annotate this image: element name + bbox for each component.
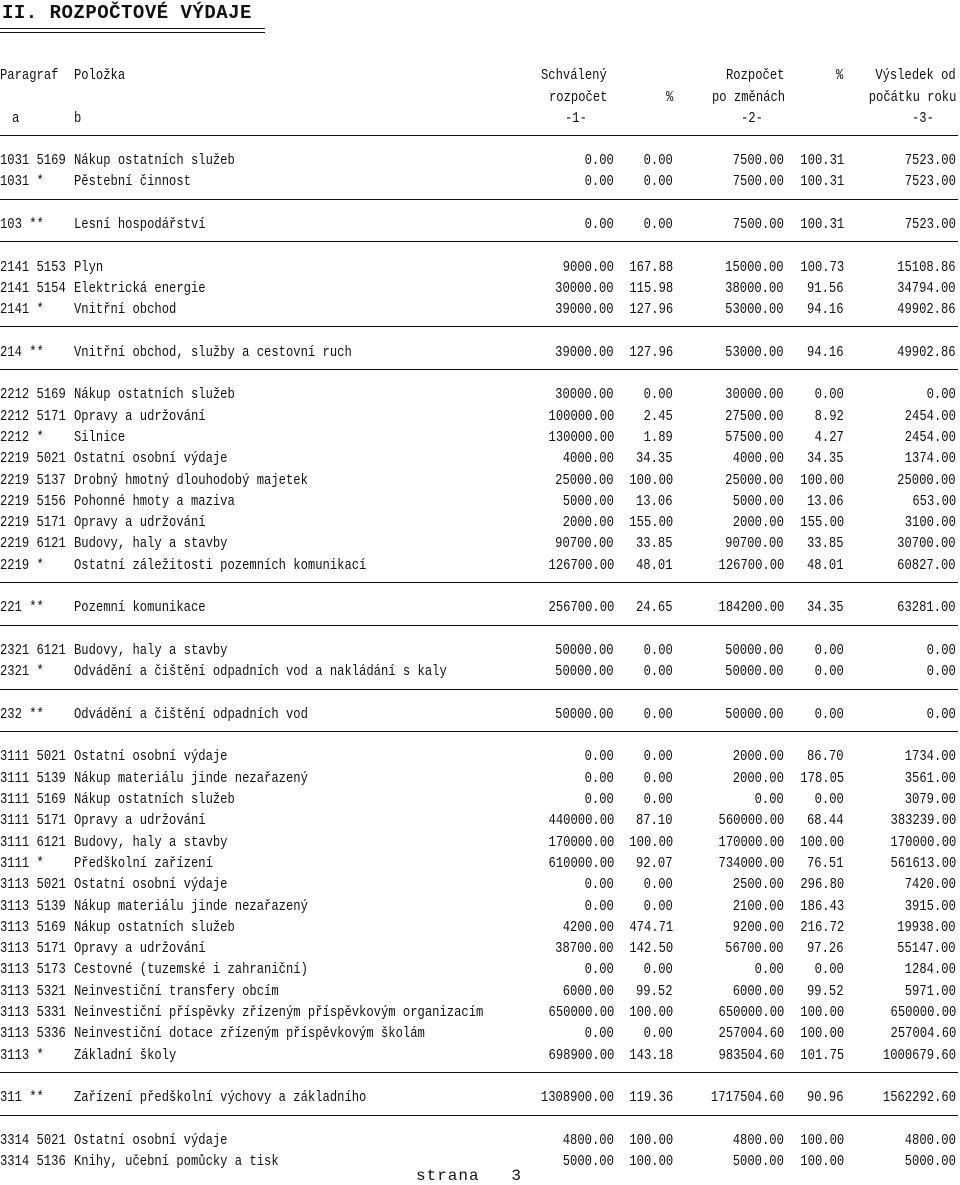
header-b: b (74, 111, 82, 127)
header-pct-1: % (666, 90, 674, 106)
cell-v3: 0.00 (926, 642, 956, 659)
cell-v2: 50000.00 (725, 642, 784, 659)
header-pct: % (836, 68, 844, 84)
cell-v1: 0.00 (584, 962, 614, 979)
cell-v3: 7523.00 (904, 153, 956, 169)
cell-p2: 216.72 (800, 919, 844, 936)
cell-v2: 57500.00 (725, 429, 784, 446)
cell-p2: 101.75 (800, 1047, 844, 1064)
cell-code: 214 ** (0, 344, 44, 361)
cell-v3: 7523.00 (904, 174, 956, 191)
cell-name: Plyn (74, 259, 104, 276)
cell-name: Nákup ostatních služeb (74, 792, 235, 808)
cell-v3: 30700.00 (897, 536, 956, 553)
cell-p2: 8.92 (814, 408, 844, 425)
cell-p2: 0.00 (814, 642, 844, 659)
cell-code: 3113 5139 (0, 898, 66, 915)
cell-code: 2212 5169 (0, 387, 66, 404)
cell-p2: 186.43 (800, 898, 844, 915)
cell-code: 3113 5331 (0, 1005, 66, 1021)
cell-code: 3113 5321 (0, 983, 66, 1000)
cell-v1: 39000.00 (555, 344, 614, 361)
cell-name: Budovy, haly a stavby (74, 536, 228, 553)
cell-v2: 0.00 (754, 792, 784, 808)
cell-p2: 100.00 (800, 1154, 844, 1171)
cell-v3: 650000.00 (890, 1005, 956, 1021)
cell-p1: 115.98 (629, 280, 673, 297)
cell-v1: 130000.00 (548, 429, 614, 446)
cell-p2: 68.44 (807, 813, 844, 830)
cell-p1: 48.01 (636, 557, 673, 574)
cell-name: Odvádění a čištění odpadních vod (74, 706, 308, 723)
cell-v3: 0.00 (926, 664, 956, 681)
cell-p2: 0.00 (814, 792, 844, 808)
cell-v1: 6000.00 (562, 983, 614, 1000)
cell-name: Odvádění a čištění odpadních vod a nakládání s kaly (74, 664, 447, 681)
cell-p2: 34.35 (807, 451, 844, 468)
cell-v2: 1717504.60 (710, 1090, 784, 1107)
cell-v1: 5000.00 (562, 493, 614, 510)
cell-v2: 983504.60 (718, 1047, 784, 1064)
cell-code: 1031 * (0, 174, 44, 191)
cell-v3: 7523.00 (904, 216, 956, 233)
cell-p2: 94.16 (807, 344, 844, 361)
cell-v1: 0.00 (584, 898, 614, 915)
cell-v3: 3561.00 (904, 770, 956, 787)
cell-p2: 91.56 (807, 280, 844, 297)
cell-v1: 2000.00 (562, 515, 614, 532)
cell-v3: 7420.00 (904, 877, 956, 894)
cell-p2: 34.35 (807, 600, 844, 617)
cell-v1: 1308900.00 (540, 1090, 614, 1107)
cell-v3: 383239.00 (890, 813, 956, 830)
cell-v1: 5000.00 (562, 1154, 614, 1171)
cell-v3: 653.00 (912, 493, 956, 510)
cell-p1: 0.00 (643, 642, 673, 659)
cell-name: Opravy a udržování (74, 515, 206, 532)
cell-p1: 0.00 (643, 153, 673, 169)
cell-v3: 49902.86 (897, 302, 956, 319)
cell-p2: 100.00 (800, 1132, 844, 1149)
title-underline (0, 32, 265, 33)
cell-p2: 155.00 (800, 515, 844, 532)
cell-v2: 2100.00 (732, 898, 784, 915)
cell-p1: 0.00 (643, 749, 673, 766)
cell-p1: 33.85 (636, 536, 673, 553)
cell-code: 3113 5021 (0, 877, 66, 894)
cell-v2: 126700.00 (718, 557, 784, 574)
cell-name: Neinvestiční příspěvky zřízeným příspěvkovým organizacím (74, 1005, 484, 1021)
cell-p2: 13.06 (807, 493, 844, 510)
cell-p2: 100.31 (800, 174, 844, 191)
subtotal-rule (0, 241, 958, 242)
cell-p1: 99.52 (636, 983, 673, 1000)
cell-v1: 100000.00 (548, 408, 614, 425)
cell-code: 3111 5171 (0, 813, 66, 830)
cell-v2: 257004.60 (718, 1026, 784, 1043)
cell-v1: 0.00 (584, 174, 614, 191)
cell-p1: 100.00 (629, 1154, 673, 1171)
cell-name: Vnitřní obchod, služby a cestovní ruch (74, 344, 352, 361)
cell-p1: 0.00 (643, 174, 673, 191)
cell-v2: 184200.00 (718, 600, 784, 617)
cell-name: Opravy a udržování (74, 813, 206, 830)
cell-v2: 650000.00 (718, 1005, 784, 1021)
cell-v3: 3915.00 (904, 898, 956, 915)
header-rule (0, 135, 958, 136)
cell-p2: 100.00 (800, 1026, 844, 1043)
header-polozka: Položka (74, 68, 126, 84)
cell-p1: 142.50 (629, 941, 673, 958)
cell-p2: 0.00 (814, 387, 844, 404)
page-title: II. ROZPOČTOVÉ VÝDAJE (2, 2, 252, 24)
cell-p1: 474.71 (629, 919, 673, 936)
cell-p1: 13.06 (636, 493, 673, 510)
cell-v1: 0.00 (584, 216, 614, 233)
cell-v1: 126700.00 (548, 557, 614, 574)
cell-name: Nákup ostatních služeb (74, 387, 235, 404)
cell-p1: 155.00 (629, 515, 673, 532)
cell-p1: 0.00 (643, 770, 673, 787)
cell-v1: 170000.00 (548, 834, 614, 851)
cell-name: Ostatní osobní výdaje (74, 877, 228, 894)
cell-p2: 100.31 (800, 153, 844, 169)
cell-name: Nákup ostatních služeb (74, 153, 235, 169)
header-col2: -2- (741, 111, 763, 127)
subtotal-rule (0, 1072, 958, 1073)
cell-code: 103 ** (0, 216, 44, 233)
cell-p1: 0.00 (643, 664, 673, 681)
cell-v3: 34794.00 (897, 280, 956, 297)
cell-name: Ostatní osobní výdaje (74, 451, 228, 468)
page-number: 3 (511, 1167, 523, 1185)
cell-name: Neinvestiční transfery obcím (74, 983, 279, 1000)
header-paragraf: Paragraf (0, 68, 59, 84)
cell-v1: 0.00 (584, 770, 614, 787)
cell-v1: 4800.00 (562, 1132, 614, 1149)
cell-code: 3314 5136 (0, 1154, 66, 1171)
cell-v1: 698900.00 (548, 1047, 614, 1064)
cell-code: 221 ** (0, 600, 44, 617)
cell-name: Nákup ostatních služeb (74, 919, 235, 936)
cell-v2: 9200.00 (732, 919, 784, 936)
cell-v1: 256700.00 (548, 600, 614, 617)
cell-p1: 127.96 (629, 302, 673, 319)
cell-v2: 38000.00 (725, 280, 784, 297)
cell-v3: 2454.00 (904, 429, 956, 446)
subtotal-rule (0, 689, 958, 690)
cell-p2: 90.96 (807, 1090, 844, 1107)
cell-v1: 38700.00 (555, 941, 614, 958)
cell-code: 3314 5021 (0, 1132, 66, 1149)
cell-p1: 34.35 (636, 451, 673, 468)
cell-name: Drobný hmotný dlouhodobý majetek (74, 472, 308, 489)
cell-p2: 0.00 (814, 706, 844, 723)
cell-v3: 1284.00 (904, 962, 956, 979)
cell-code: 2212 5171 (0, 408, 66, 425)
cell-code: 3113 5173 (0, 962, 66, 979)
cell-name: Pohonné hmoty a maziva (74, 493, 235, 510)
cell-p1: 0.00 (643, 898, 673, 915)
cell-code: 2321 6121 (0, 642, 66, 659)
cell-v2: 50000.00 (725, 664, 784, 681)
cell-v2: 5000.00 (732, 493, 784, 510)
subtotal-rule (0, 1115, 958, 1116)
cell-code: 3111 5139 (0, 770, 66, 787)
cell-p1: 100.00 (629, 834, 673, 851)
cell-code: 2141 5154 (0, 280, 66, 297)
cell-v2: 53000.00 (725, 302, 784, 319)
subtotal-rule (0, 582, 958, 583)
cell-v3: 0.00 (926, 706, 956, 723)
page-footer (416, 1167, 522, 1185)
cell-p1: 92.07 (636, 855, 673, 872)
cell-name: Knihy, učební pomůcky a tisk (74, 1154, 279, 1171)
cell-v3: 60827.00 (897, 557, 956, 574)
cell-p2: 99.52 (807, 983, 844, 1000)
cell-p2: 178.05 (800, 770, 844, 787)
cell-p2: 296.80 (800, 877, 844, 894)
cell-v3: 1734.00 (904, 749, 956, 766)
cell-p2: 97.26 (807, 941, 844, 958)
cell-v2: 25000.00 (725, 472, 784, 489)
cell-v1: 0.00 (584, 792, 614, 808)
cell-v3: 5971.00 (904, 983, 956, 1000)
cell-code: 2219 5021 (0, 451, 66, 468)
cell-v1: 39000.00 (555, 302, 614, 319)
cell-name: Pozemní komunikace (74, 600, 206, 617)
cell-name: Opravy a udržování (74, 408, 206, 425)
cell-v3: 19938.00 (897, 919, 956, 936)
cell-v3: 1000679.60 (882, 1047, 956, 1064)
cell-name: Pěstební činnost (74, 174, 191, 191)
cell-name: Budovy, haly a stavby (74, 642, 228, 659)
cell-v2: 4000.00 (732, 451, 784, 468)
cell-code: 2219 6121 (0, 536, 66, 553)
cell-v3: 55147.00 (897, 941, 956, 958)
subtotal-rule (0, 625, 958, 626)
cell-v2: 7500.00 (732, 174, 784, 191)
cell-p1: 24.65 (636, 600, 673, 617)
cell-v2: 2000.00 (732, 770, 784, 787)
cell-p1: 0.00 (643, 706, 673, 723)
cell-name: Nákup materiálu jinde nezařazený (74, 770, 308, 787)
cell-p1: 143.18 (629, 1047, 673, 1064)
cell-code: 3113 * (0, 1047, 44, 1064)
cell-name: Ostatní záležitosti pozemních komunikací (74, 557, 367, 574)
cell-v1: 4000.00 (562, 451, 614, 468)
cell-name: Zařízení předškolní výchovy a základního (74, 1090, 367, 1107)
cell-v2: 7500.00 (732, 216, 784, 233)
cell-code: 3111 5021 (0, 749, 66, 766)
cell-v3: 2454.00 (904, 408, 956, 425)
cell-p2: 48.01 (807, 557, 844, 574)
header-rozpocet-2: po změnách (712, 90, 786, 106)
cell-name: Předškolní zařízení (74, 855, 213, 872)
cell-v2: 15000.00 (725, 259, 784, 276)
cell-p1: 167.88 (629, 259, 673, 276)
cell-p2: 0.00 (814, 962, 844, 979)
cell-p1: 1.89 (643, 429, 673, 446)
cell-v2: 2000.00 (732, 515, 784, 532)
header-col1: -1- (565, 111, 587, 127)
cell-p1: 100.00 (629, 472, 673, 489)
cell-name: Neinvestiční dotace zřízeným příspěvkovým školám (74, 1026, 425, 1043)
cell-name: Lesní hospodářství (74, 216, 206, 233)
cell-p2: 33.85 (807, 536, 844, 553)
cell-v1: 30000.00 (555, 280, 614, 297)
cell-code: 232 ** (0, 706, 44, 723)
cell-v2: 30000.00 (725, 387, 784, 404)
cell-name: Elektrická energie (74, 280, 206, 297)
cell-p1: 0.00 (643, 877, 673, 894)
cell-code: 2321 * (0, 664, 44, 681)
cell-v1: 0.00 (584, 749, 614, 766)
cell-code: 3111 5169 (0, 792, 66, 808)
cell-v1: 0.00 (584, 153, 614, 169)
cell-v1: 25000.00 (555, 472, 614, 489)
cell-v3: 0.00 (926, 387, 956, 404)
cell-code: 311 ** (0, 1090, 44, 1107)
header-schvaleny-2: rozpočet (549, 90, 608, 106)
cell-v2: 56700.00 (725, 941, 784, 958)
cell-v2: 2500.00 (732, 877, 784, 894)
cell-p1: 0.00 (643, 962, 673, 979)
cell-v2: 6000.00 (732, 983, 784, 1000)
cell-code: 2141 * (0, 302, 44, 319)
cell-v3: 5000.00 (904, 1154, 956, 1171)
cell-v1: 30000.00 (555, 387, 614, 404)
cell-v1: 50000.00 (555, 642, 614, 659)
cell-name: Ostatní osobní výdaje (74, 749, 228, 766)
cell-code: 3113 5169 (0, 919, 66, 936)
cell-v1: 50000.00 (555, 664, 614, 681)
cell-p2: 100.31 (800, 216, 844, 233)
cell-name: Nákup materiálu jinde nezařazený (74, 898, 308, 915)
cell-v3: 15108.86 (897, 259, 956, 276)
cell-v1: 0.00 (584, 1026, 614, 1043)
cell-code: 2219 * (0, 557, 44, 574)
cell-code: 3113 5336 (0, 1026, 66, 1043)
cell-v3: 561613.00 (890, 855, 956, 872)
cell-v2: 27500.00 (725, 408, 784, 425)
cell-p1: 0.00 (643, 387, 673, 404)
cell-v3: 25000.00 (897, 472, 956, 489)
cell-name: Opravy a udržování (74, 941, 206, 958)
cell-p1: 127.96 (629, 344, 673, 361)
cell-v2: 170000.00 (718, 834, 784, 851)
cell-code: 2219 5137 (0, 472, 66, 489)
header-schvaleny: Schválený (541, 68, 607, 84)
cell-v3: 3079.00 (904, 792, 956, 808)
cell-v2: 560000.00 (718, 813, 784, 830)
header-vysledek: Výsledek od (875, 68, 956, 84)
cell-v2: 7500.00 (732, 153, 784, 169)
cell-v1: 440000.00 (548, 813, 614, 830)
cell-v3: 3100.00 (904, 515, 956, 532)
cell-v3: 63281.00 (897, 600, 956, 617)
cell-v3: 49902.86 (897, 344, 956, 361)
cell-code: 3111 6121 (0, 834, 66, 851)
subtotal-rule (0, 326, 958, 327)
cell-v2: 90700.00 (725, 536, 784, 553)
cell-name: Základní školy (74, 1047, 177, 1064)
cell-p1: 100.00 (629, 1005, 673, 1021)
cell-v2: 53000.00 (725, 344, 784, 361)
cell-v2: 734000.00 (718, 855, 784, 872)
cell-v2: 4800.00 (732, 1132, 784, 1149)
cell-name: Ostatní osobní výdaje (74, 1132, 228, 1149)
cell-v1: 4200.00 (562, 919, 614, 936)
cell-p2: 100.73 (800, 259, 844, 276)
cell-v3: 4800.00 (904, 1132, 956, 1149)
header-col3: -3- (912, 111, 934, 127)
cell-code: 2219 5156 (0, 493, 66, 510)
cell-v3: 1562292.60 (882, 1090, 956, 1107)
cell-v2: 0.00 (754, 962, 784, 979)
cell-p2: 100.00 (800, 1005, 844, 1021)
cell-p1: 119.36 (629, 1090, 673, 1107)
cell-p1: 0.00 (643, 792, 673, 808)
cell-v1: 650000.00 (548, 1005, 614, 1021)
cell-p1: 100.00 (629, 1132, 673, 1149)
cell-p2: 4.27 (814, 429, 844, 446)
footer-label: strana (416, 1167, 480, 1185)
cell-code: 3111 * (0, 855, 44, 872)
subtotal-rule (0, 369, 958, 370)
cell-p2: 94.16 (807, 302, 844, 319)
cell-v1: 0.00 (584, 877, 614, 894)
cell-code: 2141 5153 (0, 259, 66, 276)
cell-code: 2219 5171 (0, 515, 66, 532)
cell-v1: 90700.00 (555, 536, 614, 553)
header-rozpocet: Rozpočet (726, 68, 785, 84)
cell-v3: 257004.60 (890, 1026, 956, 1043)
cell-p1: 0.00 (643, 1026, 673, 1043)
cell-v2: 50000.00 (725, 706, 784, 723)
cell-name: Silnice (74, 429, 126, 446)
cell-code: 3113 5171 (0, 941, 66, 958)
header-vysledek-2: počátku roku (868, 90, 956, 106)
cell-code: 2212 * (0, 429, 44, 446)
cell-code: 1031 5169 (0, 153, 66, 169)
subtotal-rule (0, 199, 958, 200)
cell-p2: 86.70 (807, 749, 844, 766)
cell-name: Budovy, haly a stavby (74, 834, 228, 851)
subtotal-rule (0, 731, 958, 732)
cell-p2: 100.00 (800, 472, 844, 489)
cell-p2: 100.00 (800, 834, 844, 851)
title-underline (0, 28, 265, 29)
cell-p1: 87.10 (636, 813, 673, 830)
cell-v3: 170000.00 (890, 834, 956, 851)
cell-p1: 2.45 (643, 408, 673, 425)
cell-p2: 76.51 (807, 855, 844, 872)
cell-v1: 9000.00 (562, 259, 614, 276)
cell-v2: 5000.00 (732, 1154, 784, 1171)
cell-name: Vnitřní obchod (74, 302, 177, 319)
cell-v2: 2000.00 (732, 749, 784, 766)
cell-p1: 0.00 (643, 216, 673, 233)
header-a: a (12, 111, 20, 127)
cell-v3: 1374.00 (904, 451, 956, 468)
cell-v1: 610000.00 (548, 855, 614, 872)
cell-name: Cestovné (tuzemské i zahraniční) (74, 962, 308, 979)
cell-v1: 50000.00 (555, 706, 614, 723)
cell-p2: 0.00 (814, 664, 844, 681)
